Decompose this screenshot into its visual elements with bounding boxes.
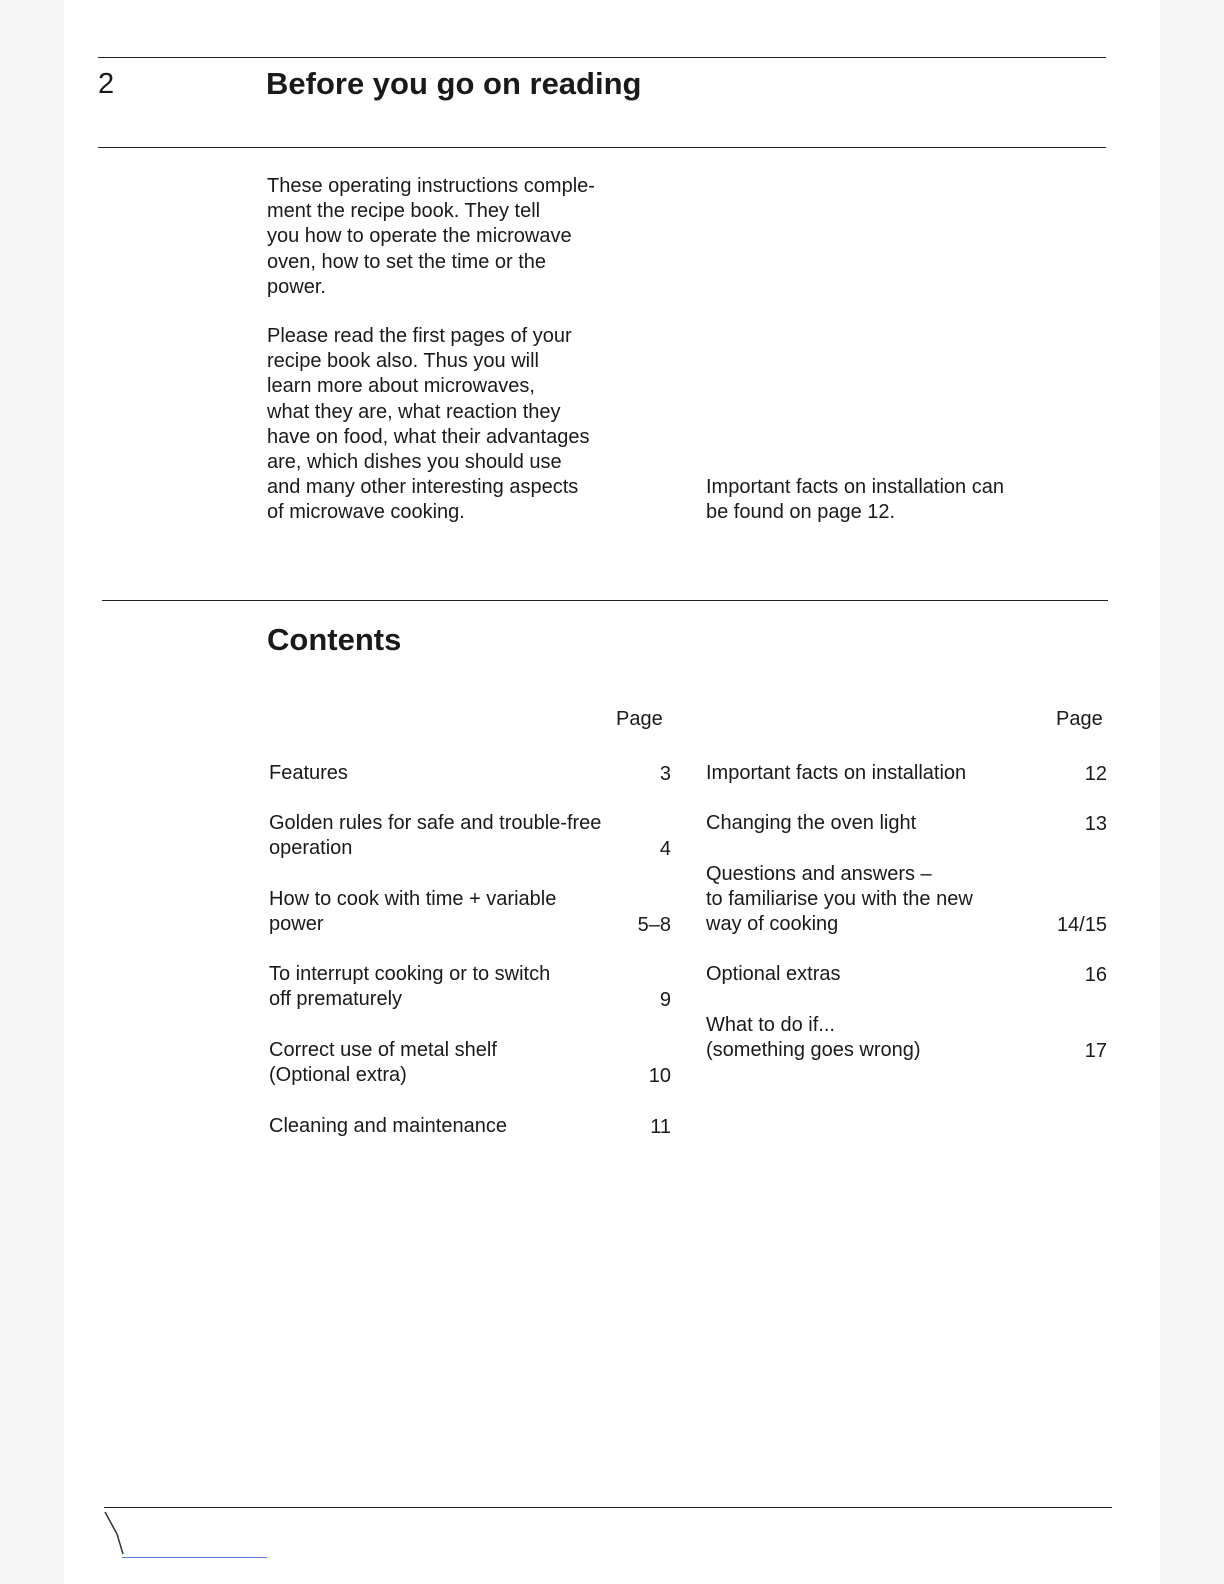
toc-entry-label: Correct use of metal shelf (Optional extra) [269,1039,497,1087]
toc-entry-page: 11 [650,1115,671,1138]
toc-entry [269,811,671,862]
toc-entry-label: Features [269,762,348,784]
toc-entry-label: Important facts on installation [706,762,967,784]
toc-entry-page: 10 [648,1064,671,1087]
toc-entry [269,761,671,787]
page-column-header: Page [616,708,663,730]
toc-entry [706,962,1107,988]
intro-paragraph: Please read the first pages of your recipe book also. Thus you will learn more about microwaves, what they are, what reaction they have on food, what their advantages are, which dishes you should use and many other interesting aspects of microwave cooking. [267,325,590,524]
toc-entry [706,1013,1107,1064]
contents-title: Contents [267,622,402,657]
toc-entry-page: 9 [659,988,671,1011]
section-rule [102,600,1108,601]
page-number: 2 [98,68,115,100]
title-rule [98,147,1106,148]
toc-entry [706,811,1107,837]
toc-entry [706,862,1107,938]
toc-entry [269,1038,671,1089]
toc-entry-page: 13 [1084,812,1107,835]
toc-entry-label: Cleaning and maintenance [269,1115,507,1137]
corner-crop-mark [103,1498,133,1558]
toc-entry-label: What to do if... (something goes wrong) [706,1014,921,1062]
intro-text [267,174,667,550]
toc-entry-page: 17 [1084,1039,1107,1062]
toc-entry-page: 5–8 [637,913,671,936]
bottom-rule [104,1507,1112,1508]
toc-entry-label: To interrupt cooking or to switch off prematurely [269,963,551,1011]
toc-entry-page: 14/15 [1056,913,1107,936]
toc-entry [706,761,1107,787]
toc-entry-label: How to cook with time + variable power [269,888,557,936]
toc-entry-label: Changing the oven light [706,812,917,834]
intro-paragraph: These operating instructions comple- ment the recipe book. They tell you how to operate the microwave oven, how to set the time or the power. [267,175,595,298]
toc-entry-page: 12 [1084,762,1107,785]
toc-entry-page: 16 [1084,963,1107,986]
toc-entry-label: Golden rules for safe and trouble-free operation [269,812,602,860]
top-rule [98,57,1106,58]
page-edge-line [122,1557,267,1558]
page-column-header: Page [1056,708,1103,730]
toc-entry-page: 4 [659,837,671,860]
toc-entry-label: Optional extras [706,963,841,985]
toc-entry-label: Questions and answers – to familiarise you with the new way of cooking [706,863,973,936]
toc-entry [269,887,671,938]
toc-entry [269,1114,671,1140]
installation-note: Important facts on installation can be found on page 12. [706,476,1004,524]
page-title: Before you go on reading [266,66,642,101]
toc-entry-page: 3 [659,762,671,785]
toc-entry [269,962,671,1013]
